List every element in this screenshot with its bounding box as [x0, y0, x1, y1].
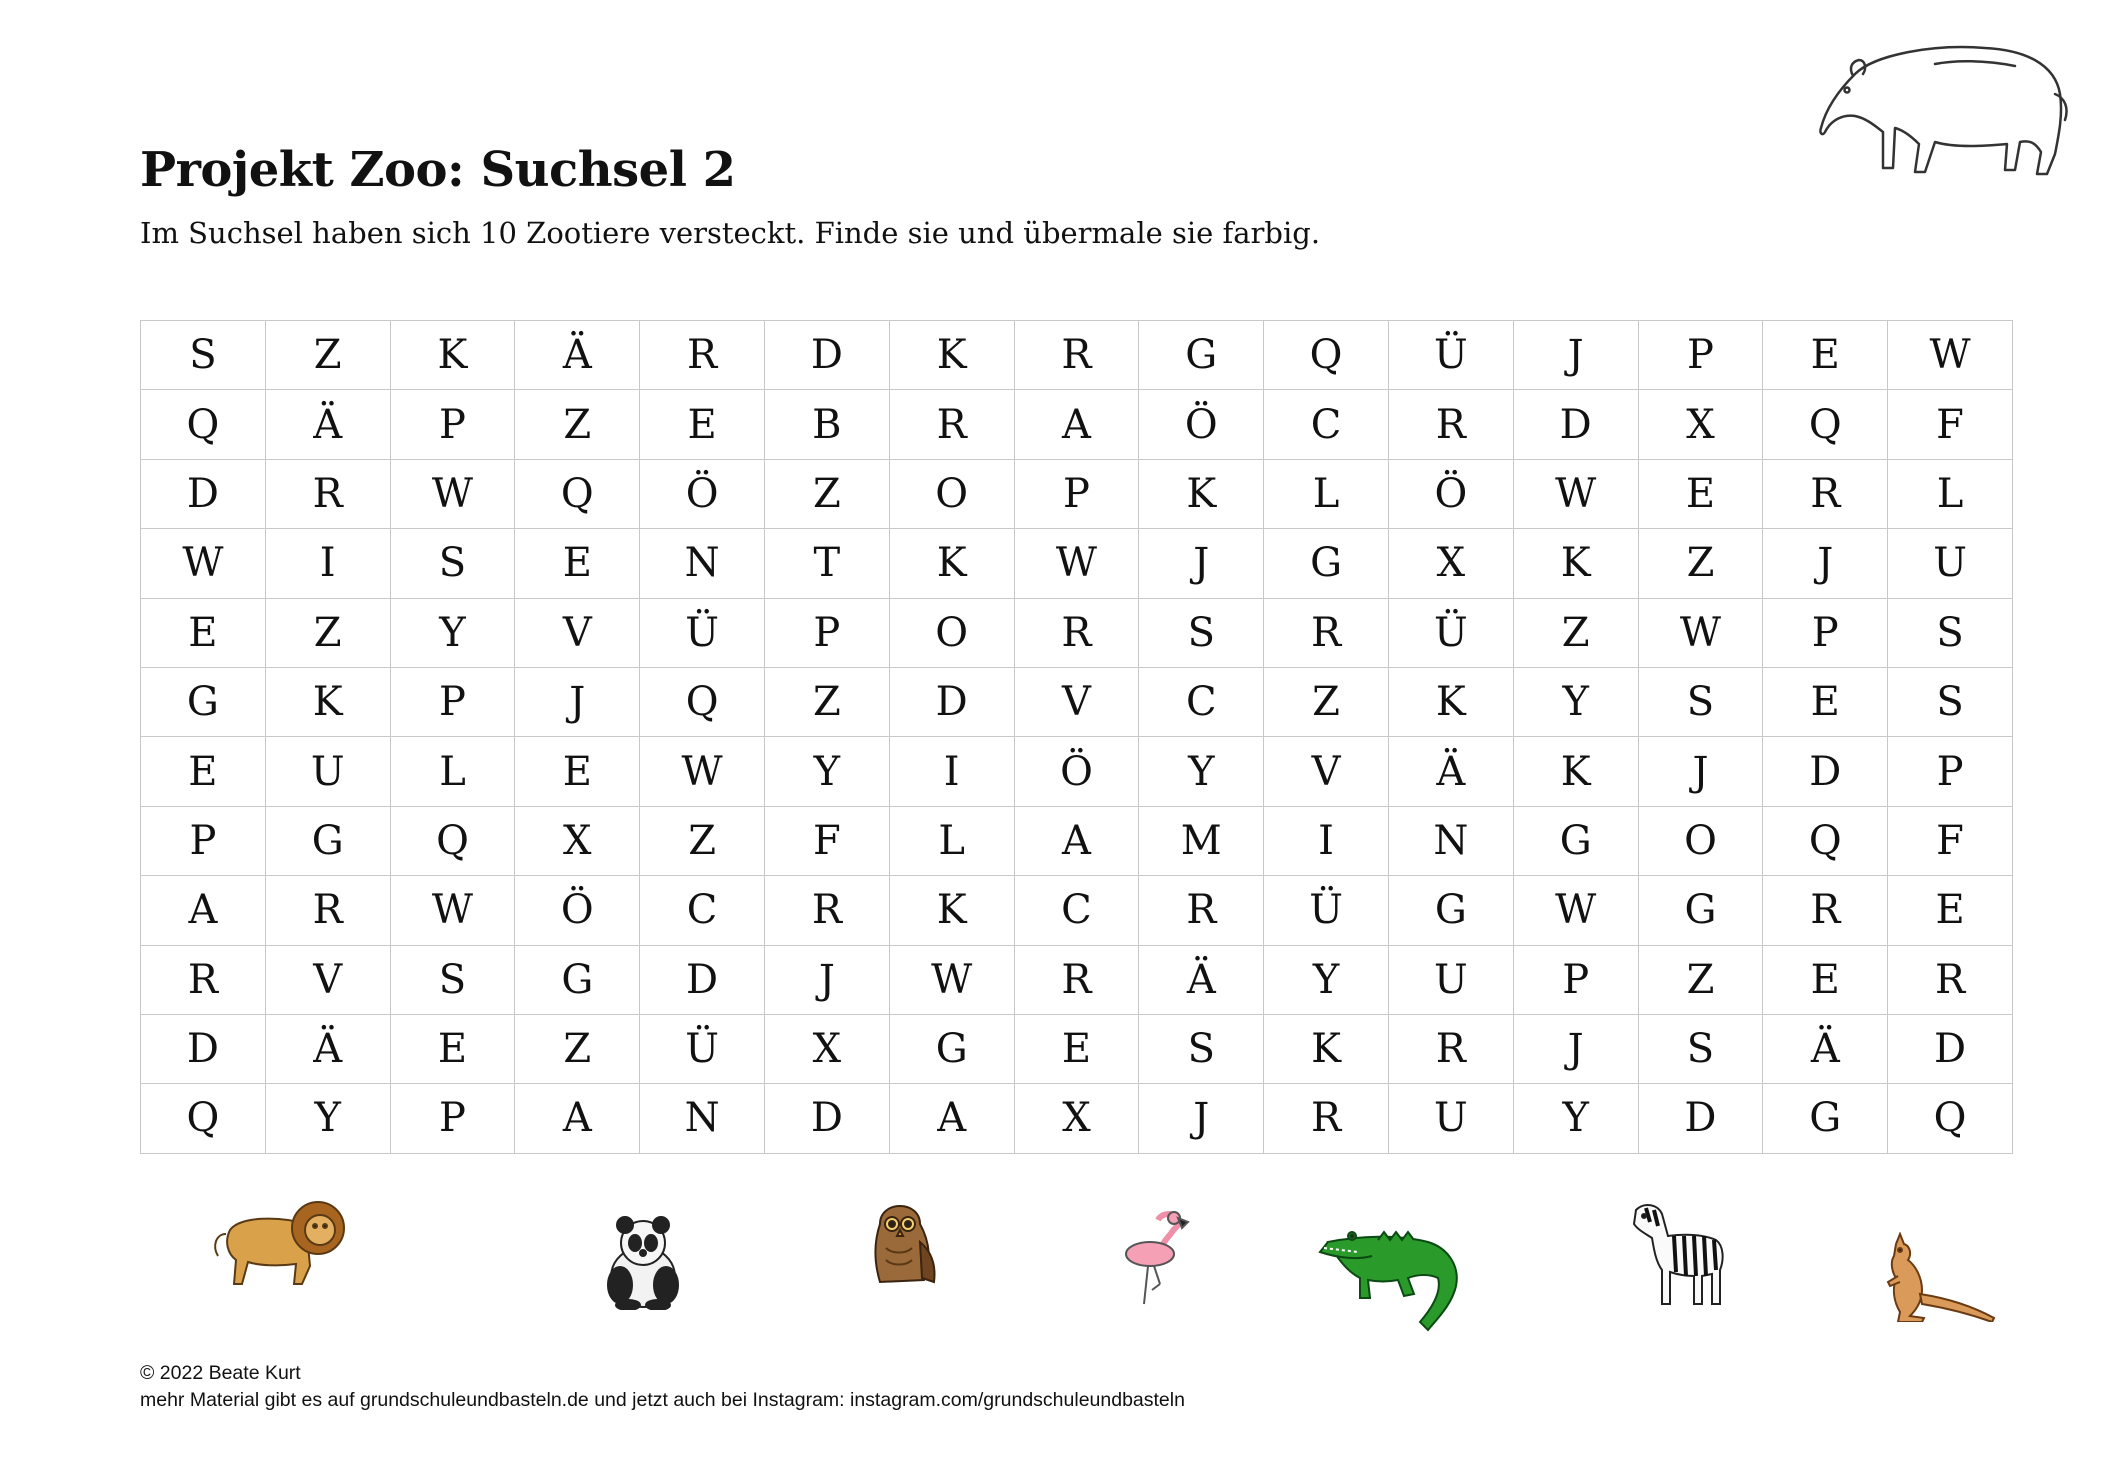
grid-cell: J: [1639, 737, 1764, 806]
grid-cell: S: [391, 529, 516, 598]
grid-cell: J: [765, 946, 890, 1015]
copyright-text: © 2022 Beate Kurt: [140, 1362, 301, 1384]
grid-cell: R: [1888, 946, 2013, 1015]
grid-cell: Ü: [640, 599, 765, 668]
grid-cell: A: [515, 1084, 640, 1153]
grid-cell: L: [890, 807, 1015, 876]
grid-cell: W: [391, 460, 516, 529]
grid-cell: V: [515, 599, 640, 668]
grid-cell: Z: [1639, 946, 1764, 1015]
grid-cell: G: [1264, 529, 1389, 598]
grid-cell: J: [1514, 321, 1639, 390]
grid-cell: Z: [640, 807, 765, 876]
grid-cell: I: [1264, 807, 1389, 876]
grid-cell: K: [890, 321, 1015, 390]
grid-cell: D: [765, 321, 890, 390]
grid-cell: S: [1639, 668, 1764, 737]
grid-cell: P: [1514, 946, 1639, 1015]
grid-cell: O: [890, 599, 1015, 668]
grid-cell: T: [765, 529, 890, 598]
footer-info-text: mehr Material gibt es auf grundschuleundbasteln.de und jetzt auch bei Instagram: instagram.com/grundschuleundbasteln: [140, 1389, 1185, 1411]
grid-cell: C: [1015, 876, 1140, 945]
grid-cell: Q: [1763, 390, 1888, 459]
grid-cell: G: [1639, 876, 1764, 945]
grid-cell: Q: [141, 390, 266, 459]
grid-cell: Ö: [1389, 460, 1514, 529]
grid-cell: Y: [1139, 737, 1264, 806]
grid-cell: P: [141, 807, 266, 876]
grid-cell: E: [1763, 946, 1888, 1015]
grid-cell: F: [765, 807, 890, 876]
grid-cell: R: [1763, 876, 1888, 945]
grid-cell: B: [765, 390, 890, 459]
grid-cell: R: [141, 946, 266, 1015]
grid-cell: X: [1639, 390, 1764, 459]
grid-cell: O: [1639, 807, 1764, 876]
grid-cell: Z: [266, 599, 391, 668]
grid-cell: Y: [266, 1084, 391, 1153]
instruction-text: Im Suchsel haben sich 10 Zootiere versteckt. Finde sie und übermale sie farbig.: [140, 216, 1321, 250]
grid-cell: W: [1015, 529, 1140, 598]
grid-cell: D: [1639, 1084, 1764, 1153]
grid-cell: J: [1514, 1015, 1639, 1084]
grid-cell: P: [765, 599, 890, 668]
grid-cell: Ö: [1139, 390, 1264, 459]
grid-cell: K: [1514, 737, 1639, 806]
grid-cell: L: [391, 737, 516, 806]
crocodile-illustration: [1318, 1222, 1468, 1337]
grid-cell: P: [1763, 599, 1888, 668]
grid-cell: E: [1015, 1015, 1140, 1084]
grid-cell: S: [1639, 1015, 1764, 1084]
grid-cell: U: [266, 737, 391, 806]
grid-cell: E: [640, 390, 765, 459]
grid-cell: R: [1015, 946, 1140, 1015]
grid-cell: Y: [765, 737, 890, 806]
grid-cell: P: [391, 390, 516, 459]
grid-cell: Ü: [640, 1015, 765, 1084]
grid-cell: Z: [266, 321, 391, 390]
footer: [140, 1360, 1185, 1414]
grid-cell: Ü: [1389, 599, 1514, 668]
grid-cell: I: [890, 737, 1015, 806]
grid-cell: Z: [765, 668, 890, 737]
grid-cell: J: [1763, 529, 1888, 598]
grid-cell: W: [890, 946, 1015, 1015]
grid-cell: Z: [515, 390, 640, 459]
grid-cell: Ä: [1763, 1015, 1888, 1084]
grid-cell: R: [1015, 599, 1140, 668]
grid-cell: L: [1888, 460, 2013, 529]
grid-cell: A: [141, 876, 266, 945]
word-search-grid: [140, 320, 2013, 1154]
grid-cell: W: [1888, 321, 2013, 390]
grid-cell: Y: [1514, 1084, 1639, 1153]
grid-cell: A: [890, 1084, 1015, 1153]
grid-cell: G: [1139, 321, 1264, 390]
grid-cell: Ä: [266, 390, 391, 459]
grid-cell: W: [1514, 876, 1639, 945]
grid-cell: M: [1139, 807, 1264, 876]
grid-cell: D: [141, 460, 266, 529]
grid-cell: J: [515, 668, 640, 737]
grid-cell: K: [1264, 1015, 1389, 1084]
grid-cell: Ü: [1264, 876, 1389, 945]
grid-cell: E: [141, 737, 266, 806]
grid-cell: D: [765, 1084, 890, 1153]
grid-cell: A: [1015, 390, 1140, 459]
grid-cell: L: [1264, 460, 1389, 529]
grid-cell: K: [1514, 529, 1639, 598]
grid-cell: G: [1514, 807, 1639, 876]
grid-cell: N: [640, 1084, 765, 1153]
grid-cell: S: [141, 321, 266, 390]
grid-cell: K: [890, 529, 1015, 598]
grid-cell: Z: [1264, 668, 1389, 737]
grid-cell: U: [1389, 1084, 1514, 1153]
grid-cell: D: [640, 946, 765, 1015]
grid-cell: P: [1015, 460, 1140, 529]
grid-cell: X: [515, 807, 640, 876]
grid-cell: K: [1139, 460, 1264, 529]
grid-cell: X: [765, 1015, 890, 1084]
grid-cell: R: [890, 390, 1015, 459]
grid-cell: P: [391, 1084, 516, 1153]
grid-cell: D: [890, 668, 1015, 737]
grid-cell: U: [1888, 529, 2013, 598]
grid-cell: R: [1389, 1015, 1514, 1084]
page-title: Projekt Zoo: Suchsel 2: [140, 142, 736, 198]
grid-cell: D: [1514, 390, 1639, 459]
grid-cell: P: [1639, 321, 1764, 390]
zebra-illustration: [1628, 1200, 1728, 1310]
grid-cell: Y: [1264, 946, 1389, 1015]
grid-cell: N: [1389, 807, 1514, 876]
grid-cell: Y: [391, 599, 516, 668]
grid-cell: O: [890, 460, 1015, 529]
grid-cell: R: [1139, 876, 1264, 945]
grid-cell: R: [266, 460, 391, 529]
grid-cell: D: [1888, 1015, 2013, 1084]
grid-cell: Ä: [1139, 946, 1264, 1015]
grid-cell: W: [1514, 460, 1639, 529]
grid-cell: Ä: [266, 1015, 391, 1084]
lion-illustration: [210, 1190, 350, 1290]
grid-cell: Q: [1264, 321, 1389, 390]
grid-cell: G: [141, 668, 266, 737]
grid-cell: S: [1888, 599, 2013, 668]
owl-illustration: [866, 1202, 938, 1288]
grid-cell: R: [266, 876, 391, 945]
grid-cell: Ö: [1015, 737, 1140, 806]
grid-cell: Q: [515, 460, 640, 529]
grid-cell: Q: [1888, 1084, 2013, 1153]
grid-cell: E: [1763, 321, 1888, 390]
grid-cell: Ä: [515, 321, 640, 390]
grid-cell: K: [266, 668, 391, 737]
grid-cell: Q: [391, 807, 516, 876]
grid-cell: E: [515, 529, 640, 598]
grid-cell: Ü: [1389, 321, 1514, 390]
grid-cell: F: [1888, 390, 2013, 459]
grid-cell: K: [890, 876, 1015, 945]
grid-cell: D: [141, 1015, 266, 1084]
grid-cell: S: [391, 946, 516, 1015]
grid-cell: J: [1139, 529, 1264, 598]
grid-cell: W: [141, 529, 266, 598]
grid-cell: V: [266, 946, 391, 1015]
grid-cell: J: [1139, 1084, 1264, 1153]
grid-cell: I: [266, 529, 391, 598]
grid-cell: F: [1888, 807, 2013, 876]
grid-cell: Z: [765, 460, 890, 529]
grid-cell: Y: [1514, 668, 1639, 737]
grid-cell: Q: [640, 668, 765, 737]
grid-cell: S: [1139, 599, 1264, 668]
tapir-illustration: [1815, 24, 2075, 184]
grid-cell: C: [1264, 390, 1389, 459]
grid-cell: W: [391, 876, 516, 945]
grid-cell: P: [1888, 737, 2013, 806]
grid-cell: V: [1015, 668, 1140, 737]
grid-cell: R: [1389, 390, 1514, 459]
grid-cell: R: [640, 321, 765, 390]
grid-cell: U: [1389, 946, 1514, 1015]
grid-cell: Q: [141, 1084, 266, 1153]
flamingo-illustration: [1118, 1210, 1196, 1306]
grid-cell: G: [515, 946, 640, 1015]
kangaroo-illustration: [1876, 1232, 1996, 1322]
grid-cell: R: [1264, 599, 1389, 668]
grid-cell: G: [266, 807, 391, 876]
grid-cell: E: [515, 737, 640, 806]
grid-cell: R: [1015, 321, 1140, 390]
grid-cell: Z: [1639, 529, 1764, 598]
grid-cell: S: [1139, 1015, 1264, 1084]
panda-illustration: [598, 1215, 688, 1310]
grid-cell: D: [1763, 737, 1888, 806]
grid-cell: E: [1639, 460, 1764, 529]
grid-cell: X: [1015, 1084, 1140, 1153]
grid-cell: E: [141, 599, 266, 668]
grid-cell: G: [1763, 1084, 1888, 1153]
grid-cell: C: [640, 876, 765, 945]
grid-cell: Ö: [640, 460, 765, 529]
grid-cell: W: [1639, 599, 1764, 668]
grid-cell: Ä: [1389, 737, 1514, 806]
grid-cell: R: [765, 876, 890, 945]
grid-cell: E: [1888, 876, 2013, 945]
grid-cell: Q: [1763, 807, 1888, 876]
grid-cell: C: [1139, 668, 1264, 737]
grid-cell: P: [391, 668, 516, 737]
grid-cell: E: [391, 1015, 516, 1084]
grid-cell: G: [1389, 876, 1514, 945]
grid-cell: Z: [1514, 599, 1639, 668]
grid-cell: A: [1015, 807, 1140, 876]
grid-cell: Z: [515, 1015, 640, 1084]
grid-cell: R: [1763, 460, 1888, 529]
grid-cell: N: [640, 529, 765, 598]
grid-cell: W: [640, 737, 765, 806]
grid-cell: E: [1763, 668, 1888, 737]
grid-cell: Ö: [515, 876, 640, 945]
grid-cell: G: [890, 1015, 1015, 1084]
grid-cell: R: [1264, 1084, 1389, 1153]
grid-cell: S: [1888, 668, 2013, 737]
grid-cell: X: [1389, 529, 1514, 598]
grid-cell: K: [391, 321, 516, 390]
grid-cell: V: [1264, 737, 1389, 806]
grid-cell: K: [1389, 668, 1514, 737]
